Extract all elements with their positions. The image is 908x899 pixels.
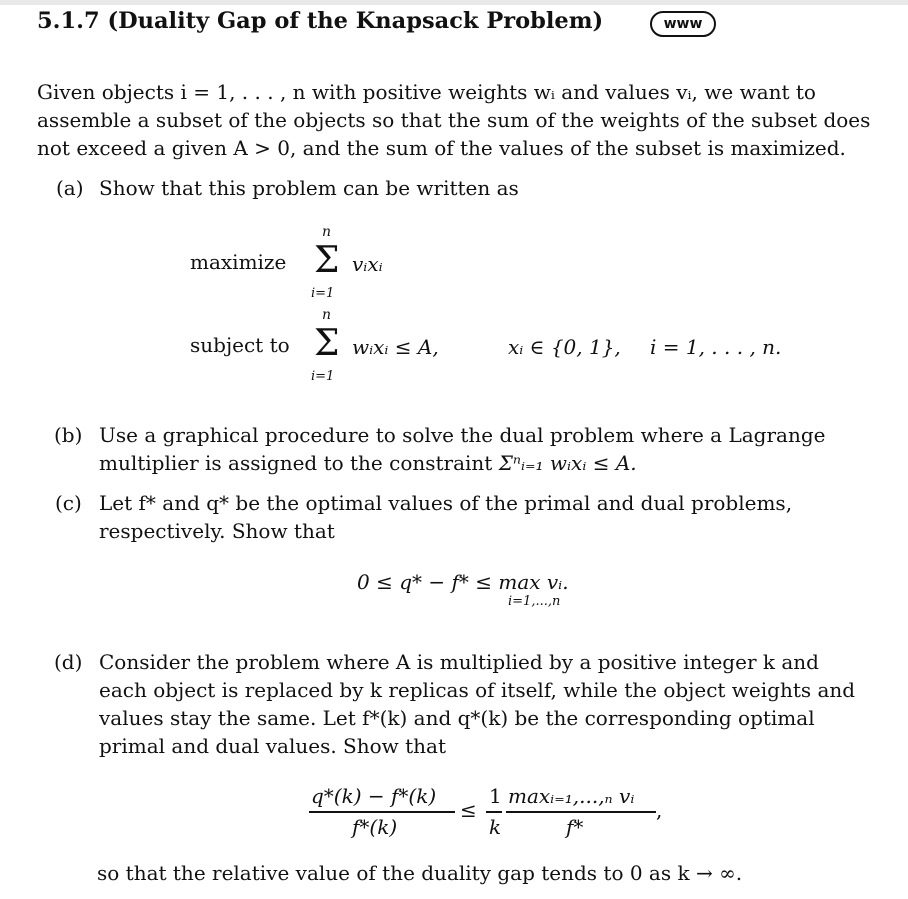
sum-upper-limit-2: n (322, 307, 332, 323)
part-d-line-2: each object is replaced by k replicas of itself, while the object weights and (99, 678, 856, 702)
part-a-label: (a) (56, 176, 84, 200)
part-c-inequality: 0 ≤ q* − f* ≤ max vᵢ. (357, 570, 569, 594)
part-c-line-2: respectively. Show that (99, 519, 335, 543)
summation-sign-1: Σ (314, 240, 340, 281)
part-a-text: Show that this problem can be written as (99, 176, 519, 200)
intro-line-1: Given objects i = 1, . . . , n with positive weights wᵢ and values vᵢ, we want to (37, 80, 816, 104)
part-c-line-1: Let f* and q* be the optimal values of the primal and dual problems, (99, 491, 793, 515)
summation-sign-2: Σ (314, 323, 340, 364)
sum-lower-limit-1: i=1 (311, 286, 335, 301)
index-range: i = 1, . . . , n. (650, 335, 782, 359)
problem-title: 5.1.7 (Duality Gap of the Knapsack Problem) (37, 8, 604, 34)
rhs-fraction-bar (506, 811, 656, 813)
subject-to-label: subject to (190, 333, 290, 357)
relation-symbol: ≤ (460, 798, 477, 822)
part-d-line-3: values stay the same. Let f*(k) and q*(k) be the corresponding optimal (99, 706, 815, 730)
lhs-numerator: q*(k) − f*(k) (311, 784, 437, 808)
intro-line-2: assemble a subset of the objects so that the sum of the weights of the subset does (37, 108, 871, 132)
coef-numerator: 1 (489, 784, 502, 808)
rhs-numerator: maxᵢ₌₁,...,ₙ vᵢ (508, 784, 635, 808)
coef-denominator: k (489, 815, 502, 839)
sum-lower-limit-2: i=1 (311, 369, 335, 384)
lhs-fraction-bar (309, 811, 455, 813)
lhs-denominator: f*(k) (352, 815, 398, 839)
intro-line-3: not exceed a given A > 0, and the sum of the values of the subset is maximized. (37, 136, 846, 160)
part-b-inline-sum: Σⁿᵢ₌₁ wᵢxᵢ ≤ A. (498, 451, 637, 475)
constraint-term: wᵢxᵢ ≤ A, (352, 335, 439, 359)
part-b-line-1: Use a graphical procedure to solve the dual problem where a Lagrange (99, 423, 826, 447)
part-c-max-subscript: i=1,...,n (508, 594, 561, 609)
rhs-denominator: f* (566, 815, 584, 839)
coef-fraction-bar (486, 811, 502, 813)
part-b-line-2: multiplier is assigned to the constraint Σⁿᵢ₌₁ wᵢxᵢ ≤ A. (99, 451, 637, 475)
binary-constraint: xᵢ ∈ {0, 1}, (508, 335, 621, 359)
part-d-conclusion: so that the relative value of the duality gap tends to 0 as k → ∞. (97, 861, 743, 885)
maximize-label: maximize (190, 250, 287, 274)
part-c-label: (c) (55, 491, 82, 515)
part-d-line-4: primal and dual values. Show that (99, 734, 447, 758)
top-border (0, 0, 908, 5)
trailing-comma: , (656, 798, 663, 822)
part-d-label: (d) (54, 650, 83, 674)
objective-term: vᵢxᵢ (352, 252, 383, 276)
part-b-label: (b) (54, 423, 83, 447)
www-badge: www (650, 11, 716, 37)
sum-upper-limit-1: n (322, 224, 332, 240)
part-d-line-1: Consider the problem where A is multiplied by a positive integer k and (99, 650, 819, 674)
